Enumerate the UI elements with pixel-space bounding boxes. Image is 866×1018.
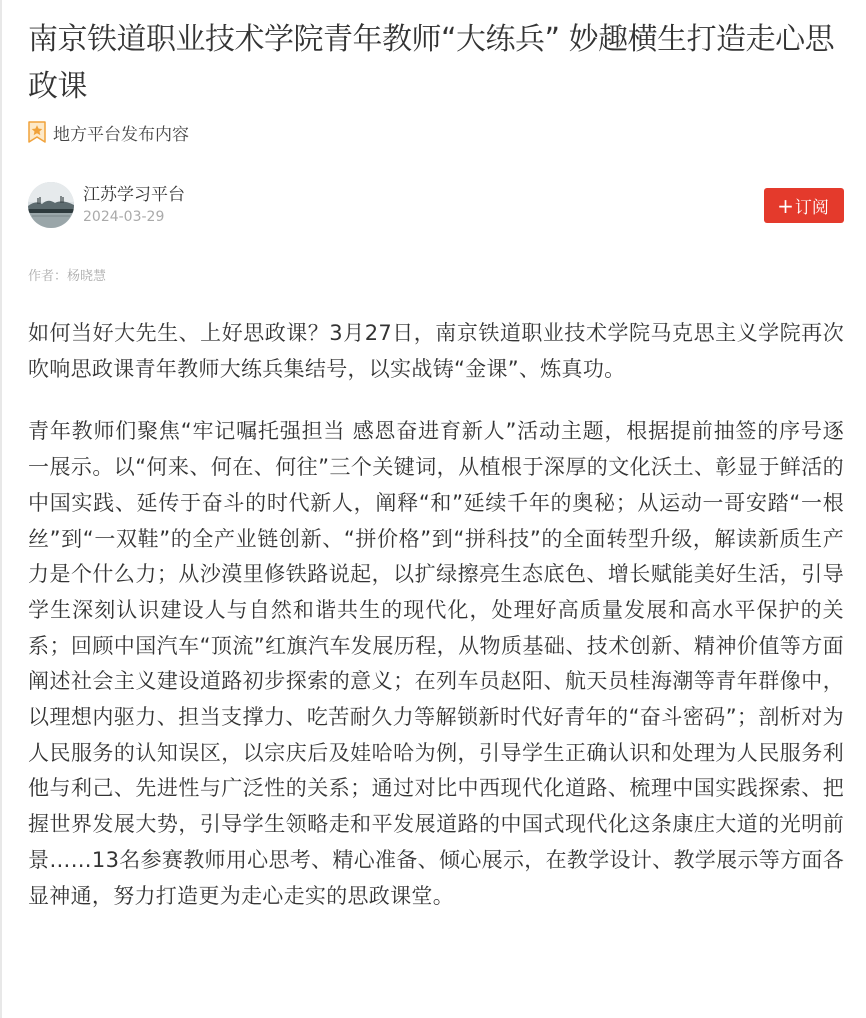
author-row (28, 182, 844, 230)
plus-icon: + (777, 193, 794, 218)
source-tag (28, 121, 189, 143)
subscribe-button[interactable] (764, 188, 844, 223)
author-byline: 作者：杨晓慧 (28, 269, 107, 284)
publish-date: 2024-03-29 (83, 209, 165, 225)
page-left-edge (0, 0, 2, 1018)
star-badge-icon (28, 121, 46, 143)
article (28, 0, 844, 908)
article-body (28, 316, 844, 941)
publisher-name[interactable]: 江苏学习平台 (83, 185, 185, 205)
article-title: 南京铁道职业技术学院青年教师“大练兵” 妙趣横生打造走心思政课 (28, 22, 835, 104)
article-paragraph: 青年教师们聚焦“牢记嘱托强担当 感恩奋进育新人”活动主题，根据提前抽签的序号逐一展示。以“何来、何在、何往”三个关键词，从植根于深厚的文化沃土、彰显于鲜活的中国实践、延传于奋斗的时代新人，阐释“和”延续千年的奥秘；从运动一哥安踏“一根丝”到“一双鞋”的全产业链创新、“拼价格”到“拼科技”的全面转型升级，解读新质生产力是个什么力；从沙漠里修铁路说起，以扩绿擦亮生态底色、增长赋能美好生活，引导学生深刻认识建设人与自然和谐共生的现代化，处理好高质量发展和高水平保护的关系；回顾中国汽车“顶流”红旗汽车发展历程，从物质基础、技术创新、精神价值等方面阐述社会主义建设道路初步探索的意义；在列车员赵阳、航天员桂海潮等青年群像中，以理想内驱力、担当支撑力、吃苦耐久力等解锁新时代好青年的“奋斗密码”；剖析对为人民服务的认知误区，以宗庆后及娃哈哈为例，引导学生正确认识和处理为人民服务利他与利己、先进性与广泛性的关系；通过对比中西现代化道路、梳理中国实践探索、把握世界发展大势，引导学生领略走和平发展道路的中国式现代化这条康庄大道的光明前景……13名参赛教师用心思考、精心准备、倾心展示，在教学设计、教学展示等方面各显神通，努力打造更为走心走实的思政课堂。 (28, 419, 844, 908)
article-paragraph: 如何当好大先生、上好思政课？3月27日，南京铁道职业技术学院马克思主义学院再次吹响思政课青年教师大练兵集结号，以实战铸“金课”、炼真功。 (28, 321, 844, 381)
source-tag-label: 地方平台发布内容 (53, 124, 189, 145)
subscribe-label: 订阅 (794, 198, 829, 218)
publisher-avatar[interactable] (28, 182, 74, 228)
